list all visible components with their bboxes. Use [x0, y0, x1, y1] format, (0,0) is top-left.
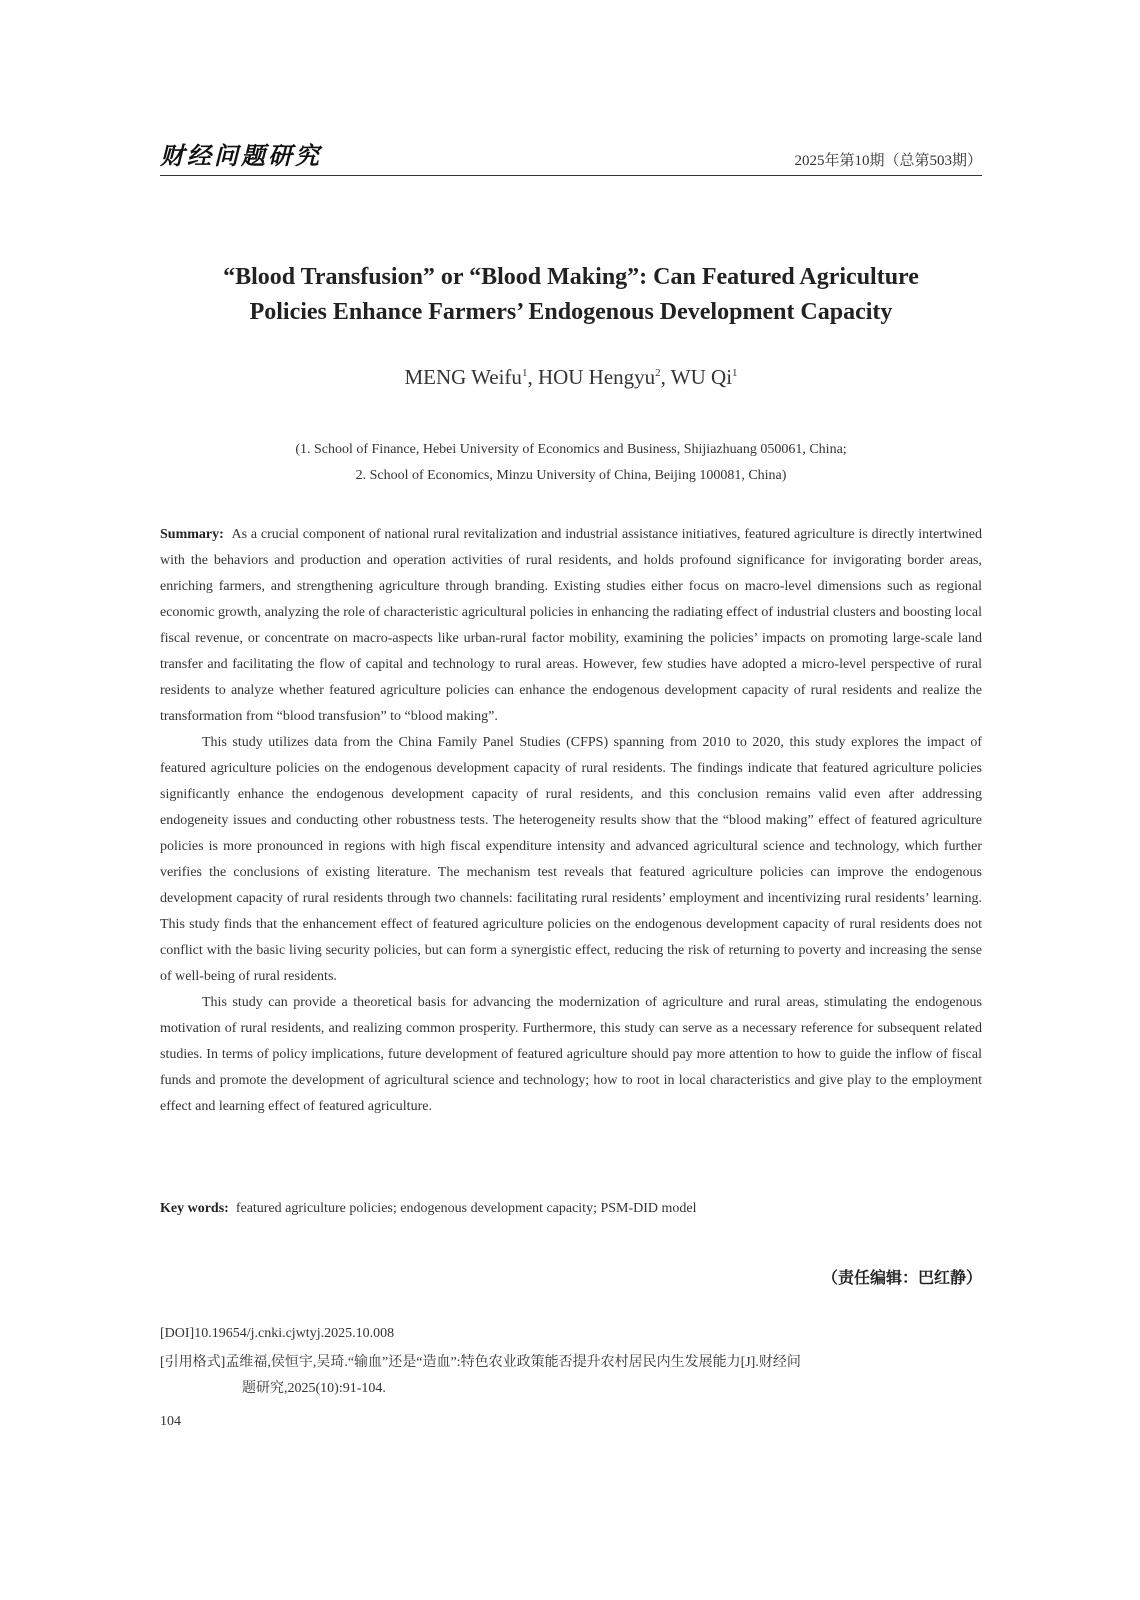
page-header [160, 143, 982, 176]
issue-info: 2025年第10期（总第503期） [794, 153, 982, 169]
doi: [DOI]10.19654/j.cnki.cjwtyj.2025.10.008 [160, 1326, 395, 1341]
title-line: “Blood Transfusion” or “Blood Making”: Can Featured Agriculture [223, 264, 919, 290]
journal-logo: 财经问题研究 [160, 141, 322, 170]
abstract-paragraph: This study utilizes data from the China Family Panel Studies (CFPS) spanning from 2010 to 2020, this study explores the impact of featured agriculture policies on the endogenous development capacity of rural residents. The findings indicate that featured agriculture policies significantly enhance the endogenous development capacity of rural residents, and this conclusion remains valid even after addressing endogeneity issues and conducting other robustness tests. The heterogeneity results show that the “blood making” effect of featured agriculture policies is more pronounced in regions with high fiscal expenditure intensity and advanced agricultural science and technology, which further verifies the conclusions of existing literature. The mechanism test reveals that featured agriculture policies can improve the endogenous development capacity of rural residents through two channels: facilitating rural residents’ employment and incentivizing rural residents’ learning. This study finds that the enhancement effect of featured agriculture policies on the endogenous development capacity of rural residents does not conflict with the basic living security policies, but can form a synergistic effect, reducing the risk of returning to poverty and increasing the sense of well-being of rural residents. [160, 735, 982, 984]
affiliation-mark: 1 [521, 367, 528, 379]
abstract-paragraph: This study can provide a theoretical basis for advancing the modernization of agriculture and rural areas, stimulating the endogenous motivation of rural residents, and realizing common prosperity. Furthermore, this study can serve as a necessary reference for subsequent related studies. In terms of policy implications, future development of featured agriculture should pay more attention to how to guide the inflow of fiscal funds and promote the development of agricultural science and technology; how to root in local characteristics and give play to the employment effect and learning effect of featured agriculture. [160, 995, 982, 1114]
affiliation-line: (1. School of Finance, Hebei University of Economics and Business, Shijiazhuang 050061, China; [295, 442, 847, 457]
author-list [160, 365, 982, 390]
summary-label: Summary: [160, 527, 224, 542]
citation-line: 题研究,2025(10):91-104. [242, 1381, 386, 1396]
author-name: MENG Weifu [404, 365, 522, 389]
abstract-paragraph [160, 522, 982, 730]
keywords [160, 1201, 982, 1217]
title-line: Policies Enhance Farmers’ Endogenous Development Capacity [249, 299, 893, 325]
author-separator: , [660, 365, 671, 389]
affiliations [160, 437, 982, 489]
author-name: WU Qi [670, 365, 733, 389]
responsible-editor: （责任编辑：巴红静） [821, 1268, 982, 1287]
citation-format [160, 1350, 982, 1402]
keywords-label: Key words: [160, 1201, 229, 1216]
abstract [160, 522, 982, 1120]
article-title [160, 260, 982, 330]
author-separator: , [527, 365, 538, 389]
affiliation-line: 2. School of Economics, Minzu University of China, Beijing 100081, China) [355, 468, 787, 483]
page-number: 104 [160, 1414, 181, 1429]
affiliation-mark: 1 [732, 367, 738, 379]
affiliation-mark: 2 [655, 367, 661, 379]
keywords-text: featured agriculture policies; endogenous development capacity; PSM-DID model [235, 1201, 697, 1216]
abstract-text: As a crucial component of national rural revitalization and industrial assistance initiatives, featured agriculture is directly intertwined with the behaviors and production and operation activities of rural residents, and holds profound significance for invigorating border areas, enriching farmers, and strengthening agriculture through branding. Existing studies either focus on macro-level dimensions such as regional economic growth, analyzing the role of characteristic agricultural policies in enhancing the radiating effect of industrial clusters and boosting local fiscal revenue, or concentrate on macro-aspects like urban-rural factor mobility, examining the policies’ impacts on promoting large-scale land transfer and facilitating the flow of capital and technology to rural areas. However, few studies have adopted a micro-level perspective of rural residents to analyze whether featured agriculture policies can enhance the endogenous development capacity of rural residents and realize the transformation from “blood transfusion” to “blood making”. [160, 527, 982, 724]
citation-line: [引用格式]孟维福,侯恒宇,吴琦.“输血”还是“造血”:特色农业政策能否提升农村居民内生发展能力[J].财经问 [160, 1355, 801, 1370]
author-name: HOU Hengyu [537, 365, 656, 389]
